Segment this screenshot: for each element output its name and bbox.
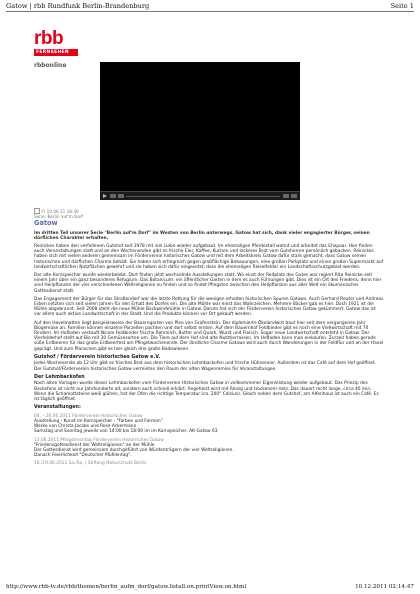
logo-text: rbb [34, 28, 64, 49]
event-line: Ausstellung - Kunst im Kornspeicher - "Farben und Formen" [34, 418, 163, 424]
stop-icon[interactable] [110, 194, 116, 198]
article [34, 208, 384, 467]
print-footer [6, 584, 414, 590]
print-header [6, 2, 414, 10]
play-icon[interactable] [103, 194, 107, 198]
site-brand: rbbonline [34, 62, 67, 69]
event-line: "Friedensgottesdienst der Weltreligionen" an der Mühle [34, 442, 155, 448]
fullscreen-icon[interactable] [291, 194, 297, 198]
header-divider [6, 11, 414, 12]
footer-url: http://www.rbb-tv.de/rbb/themen/berlin_aufm_dorf/gatow.listall.on.printView.on.html [6, 584, 247, 590]
logo-subtitle: FERNSEHEN [34, 49, 78, 56]
video-player[interactable] [100, 62, 300, 200]
calendar-icon [34, 208, 40, 214]
footer-timestamp: 10.12.2011 02:14:47 [355, 584, 414, 590]
article-series: Serie: Berlin auf'm Dorf [34, 214, 84, 219]
event-line: Samstag und Sonntag jeweils von 14:00 bis 18:00 im im Kornspeicher, Alt-Gatow 63 [34, 429, 218, 435]
article-paragraph: Auf den Havelmatten liegt beispielsweise der Bauerngarten von Pleo von Grafenstein. Der diplomierte Ökolandwirt baut hier seit dem vergangenen Jahr Biogemüse an. Familien können einzelne Parzellen pachten und dort selbst ernten. Auf dem Bauernhof Feldbinder gibt es noch eine Viehwirtschaft mit 70 Rindern. Im Hofladen verkauft Nicole Feldbinder frische Rohmilch, Butter und Quark, Wurst und Fleisch. Sogar neue Landwirtschaft entsteht in Gatow. Der Vierfelderhof stellt auf Bio mit 30 Gemüsesorten um. Die Tiere auf dem Hof sind alte Nutztierrassen. Im Hofladen kann man einkaufen. Zurzeit haben gerade süße Erdbeeren für das große Erdbeerfest am Pfingstwochenende. Der ländliche Charme Gatows wird auch durch Wanderungen in der Feldflur und an der Havel geprägt. Und zum Planschen gibt es hier gleich drei große Badewiesen. [34, 320, 384, 352]
article-date: Fr 10.06.11 18:30 [41, 209, 79, 214]
events-heading: Veranstaltungen: [34, 405, 81, 411]
print-header-title: Gatow | rbb Rundfunk Berlin-Brandenburg [6, 2, 150, 10]
volume-icon[interactable] [283, 194, 289, 198]
event-date: 18./19.06.2011 Sa./So. | Stiftung Naturschutz Berlin [34, 461, 147, 467]
page-number: Seite 1 [390, 2, 414, 10]
rbb-logo[interactable] [34, 30, 78, 56]
video-seek-bar[interactable] [126, 196, 280, 197]
rewind-icon[interactable] [118, 194, 124, 198]
section-text: Jedes Wochenende ab 12 Uhr gibt es frisches Brot aus dem historischen Lehmbackofen und frische Hühnereier. Außerdem ist das Café auf dem Hof geöffnet. Der Gutshof/Förderverein historisches Gatow vermieten den Raum der alten Wagenremise für Veranstaltungen. [34, 361, 376, 372]
event-line: Werke von Christa Jacobs und Rose Ackermann [34, 424, 137, 430]
event-date: 04. – 26.06.2011 Förderverein Historisches Gatow [34, 413, 143, 419]
article-title: Gatow [34, 219, 58, 227]
article-paragraph: Das Engagement der Bürger für das Straßendorf war die letzte Rettung für die wenigen erhalten historischen Spuren Gatows. Auch Gerhard Reuter und Andreas Erben setzten sich seit vielen Jahren für den Erhalt des Dorfes ein. Die alte Mühle war einst das Wahrzeichen. Mehrere Bäcker gab es hier. Doch 1921 ist die Mühle abgebrannt. Seit 2008 steht die neue Mühle Bockwindmühle in Gatow. Darum hat sich der Förderverein historisches Gatow gekümmert. Gatow das ist vor allem auch aktive Landwirtschaft in der Stadt. Und die Produkte können vor Ort gekauft werden. [34, 296, 384, 318]
article-paragraph: Reinickes haben den verfallenen Gutshof seit 1978 mit viel Liebe wieder aufgebaut. Im ehemaligen Pferdestall wohnt und arbeitet das Ehepaar. Hier finden auch Veranstaltungen statt und an den Wochenenden gibt es frische Eier, Kaffee, Kuchen und leckeres Brot vom Gutsherren persönlich gebacken. Reinickes haben sich mit vielen anderen gemeinsam im Förderverein historisches Gatow und mit dem Arbeitskreis Gatow dafür stark gemacht, dass Gatow seinen historischen und dörflichen Charme behält. Sie haben sich erfolgreich gegen großflächige Bebauungen, eine großen Parkplatz und einen großen Supermarkt auf landwirtschaftlichen Nutzflächen gewehrt und sie haben sich dafür eingesetzt, dass die ehemaligen Rieselfelder ein Landschaftsschutzgebiet werden. [34, 243, 384, 270]
event-date: 13.06.2011 Pfingstmontag Förderverein Historisches Gatow [34, 437, 164, 443]
event-line: Der Gottesdienst wird gemeinsam durchgeführt von Würdenträgern der vier Weltreligionen. [34, 447, 234, 453]
article-meta [34, 208, 384, 219]
section-heading: Der Lehmbackofen [34, 374, 85, 380]
video-controls [100, 191, 300, 200]
section-heading: Gutshof / Förderverein historisches Gatow e.V. [34, 354, 161, 360]
section-text: Nach alten Vorlagen wurde dieser Lehmbackofen vom Förderverein Historisches Gatow in vollkommener Eigenleistung wieder aufgebaut. Das Prinzip des Backofens ist nicht nur Jahrhunderte alt, sondern auch schnell erklärt. Angeheizt wird mit Reisig und trockenem Holz. Das dauert recht lange, circa 40 min. Wenn die Schamottsteine weiß glühen, hat der Ofen die richtige Temperatur (ca. 200° Celsius). Gleich neben dem Gutshof, am Alfenhaus ist auch ein Café. Es ist täglich geöffnet. [34, 381, 379, 402]
event-line: Danach Feierlichkeit "Deutscher Mühlentag". [34, 453, 132, 459]
article-lead: Im dritten Teil unserer Serie "Berlin auf'm Dorf" im Westen von Berlin unterwegs. Gatow hat sich, dank vieler engagierter Bürger, seinen dörflichen Charakter erhalten. [34, 230, 370, 241]
article-paragraph: Der alte Kornspeicher wurde wiederbelebt. Dort finden jetzt wechselnde Ausstellungen statt. Wo einst der Reitplatz des Gutes war regiert Rita Reinicke seit einem Jahr über ein ganz besonderes Refugium. Das Botanicum: ein öffentlicher Garten in dem es auch Führungen gibt. Dies ist ein Ort des Friedens, denn hier sind Heilpflanzen der vier verschiedenen Weltreligionen zu finden und so findet Pfingsten zwischen den Heilpflanzen aus aller Welt ein ökumenischer Gottesdienst statt. [34, 272, 382, 294]
